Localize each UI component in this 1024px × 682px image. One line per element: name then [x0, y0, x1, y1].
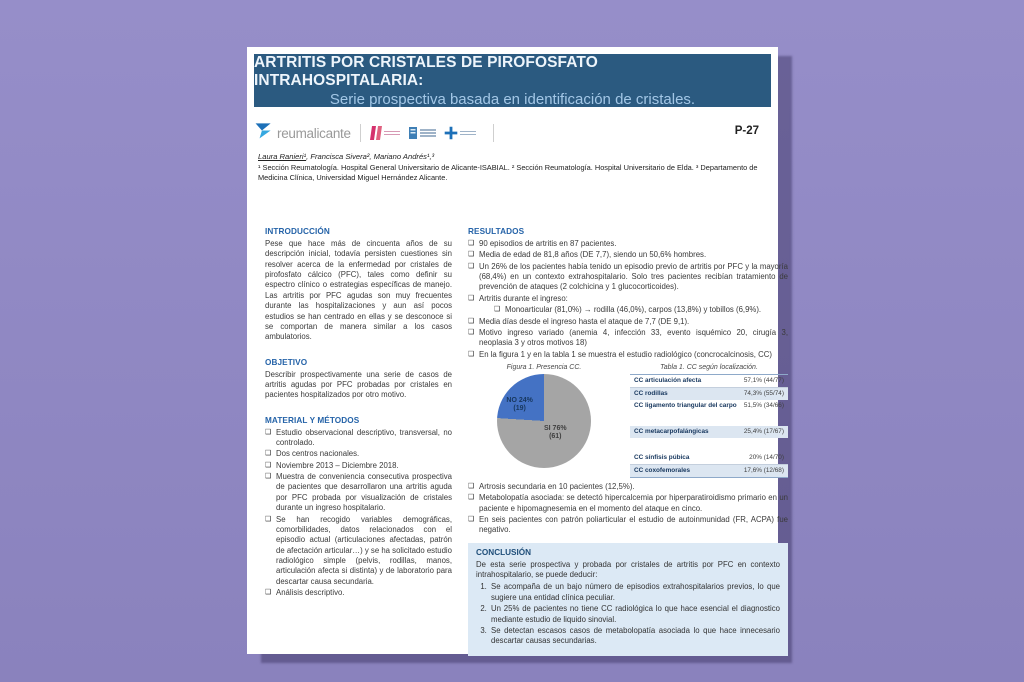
pie-label-no-count: (19): [513, 405, 526, 413]
pie-label-no-pct: NO 24%: [506, 396, 533, 404]
table-row: [630, 400, 788, 412]
title-bar: [254, 54, 771, 107]
table-row: [630, 452, 788, 465]
logo-divider-2: [493, 124, 494, 142]
pie-label-si-count: (61): [549, 433, 562, 441]
pie-label-no: [506, 397, 532, 415]
methods-list: [265, 428, 452, 599]
table-cell-label: CC sínfisis púbica: [634, 454, 690, 462]
list-item: ❑ Dos centros nacionales.: [265, 449, 452, 459]
results-list-2: [468, 317, 788, 360]
list-item: 3. Se detectan escasos casos de metabolopatía asociada lo que hace innecesario descartar causas secundarias.: [489, 626, 780, 647]
list-item: ❑ En la figura 1 y en la tabla 1 se muestra el estudio radiológico (concrocalcinosis, CC): [468, 350, 788, 360]
table-cell-label: CC rodillas: [634, 390, 668, 398]
poster-title-line1: ARTRITIS POR CRISTALES DE PIROFOSFATO INTRAHOSPITALARIA:: [254, 53, 598, 89]
results-list: [468, 239, 788, 304]
table-1-body: [630, 374, 788, 478]
conclusion-intro: De esta serie prospectiva y probada por cristales de artritis por PFC en contexto intrahospitalario, se puede deducir:: [476, 559, 780, 580]
logos-row: [254, 117, 771, 149]
figure-1: [468, 364, 620, 478]
reumalicante-mark-icon: [254, 121, 273, 145]
lead-author: Laura Ranieri¹: [258, 152, 307, 161]
conselleria-text-lines: [420, 129, 436, 137]
list-item: 1. Se acompaña de un bajo número de episodios extrahospitalarios previos, lo que sugiere una entidad clínica peculiar.: [489, 582, 780, 603]
conclusion-list: [476, 582, 780, 646]
list-item: ❑ Se han recogido variables demográficas, comorbilidades, datos relacionados con el episodio actual (articulaciones afectadas, patrón de afectación articular…) y se ha solicitado estudio radiológico simple (pelvis, rodillas, manos, articulación afecta si distinta) y de laboratorio para descartar causa secundaria.: [265, 515, 452, 588]
poster-code: P-27: [734, 125, 759, 137]
reumalicante-logo: [254, 121, 351, 145]
pie-chart-wrap: [497, 374, 591, 468]
generalitat-valenciana-text-lines: [384, 131, 400, 136]
pie-label-si: [544, 425, 567, 443]
list-item: ❑ Motivo ingreso variado (anemia 4, infección 33, evento isquémico 20, cirugía 3, neoplasia 3 y otros motivos 18): [468, 328, 788, 349]
objective-text: Describir prospectivamente una serie de casos de artritis agudas por PFC probadas por cristales en pacientes hospitalizados por otro motivo.: [265, 369, 452, 400]
list-item: ❑ Estudio observacional descriptivo, transversal, no controlado.: [265, 428, 452, 449]
hospital-cross-logo: [444, 126, 476, 140]
table-row: [630, 388, 788, 400]
coauthors: , Francisca Sivera², Mariano Andrés¹,³: [306, 152, 435, 161]
methods-heading: MATERIAL Y MÉTODOS: [265, 415, 360, 425]
left-column: [265, 227, 452, 599]
pie-label-si-pct: SI 76%: [544, 424, 567, 432]
logo-divider: [360, 124, 361, 142]
list-item: ❑ Muestra de conveniencia consecutiva prospectiva de pacientes que desarrollaron una artritis aguda por PFC probada por visualización de cristales durante un ingreso hospitalario.: [265, 472, 452, 513]
list-item: ❑ Un 26% de los pacientes había tenido un episodio previo de artritis por PFC y la mayoría (68,4%) en un contexto extrahospitalario. Solo tres pacientes recibían tratamiento de prevención de ataques (2 colchicina y 1 glucocorticoides).: [468, 262, 788, 293]
table-1-caption: Tabla 1. CC según localización.: [660, 363, 758, 371]
list-item: ❑ En seis pacientes con patrón poliarticular el estudio de autoinmunidad (FR, ACPA) fue negativo.: [468, 515, 788, 536]
table-cell-label: CC coxofemorales: [634, 467, 691, 475]
table-cell-value: 17,6% (12/68): [743, 467, 784, 475]
objective-heading: OBJETIVO: [265, 357, 308, 367]
list-item: ❑ Media días desde el ingreso hasta el ataque de 7,7 (DE 9,1).: [468, 317, 788, 327]
poster-title-line2: Serie prospectiva basada en identificación de cristales.: [329, 90, 696, 108]
conselleria-logo: [408, 126, 436, 140]
table-cell-value: 25,4% (17/67): [743, 428, 784, 436]
list-item: ❑ Noviembre 2013 – Diciembre 2018.: [265, 461, 452, 471]
conselleria-icon: [408, 126, 418, 140]
list-item: ❑ Análisis descriptivo.: [265, 588, 452, 598]
table-cell-label: CC articulación afecta: [634, 377, 702, 385]
table-cell-label: CC ligamento triangular del carpo: [634, 402, 737, 410]
figure-1-caption: Figura 1. Presencia CC.: [506, 363, 582, 371]
conclusion-heading: CONCLUSIÓN: [476, 547, 532, 557]
authors-line: [258, 152, 767, 161]
hospital-text-lines: [460, 131, 476, 136]
list-item: ❑ Media de edad de 81,8 años (DE 7,7), siendo un 50,6% hombres.: [468, 250, 788, 260]
list-item: ❑ Monoarticular (81,0%) → rodilla (46,0%), carpos (13,8%) y tobillos (6,9%).: [494, 305, 788, 315]
introduction-heading: INTRODUCCIÓN: [265, 227, 330, 236]
list-item: 2. Un 25% de pacientes no tiene CC radiológica lo que hace esencial el diagnostico mediante estudio de liquido sinovial.: [489, 604, 780, 625]
results-sublist: [494, 305, 788, 315]
list-item: ❑ Metabolopatía asociada: se detectó hipercalcemia por hiperparatiroidismo primario en un paciente e hipomagnesemia en el momento del ataque en cinco.: [468, 493, 788, 514]
generalitat-valenciana-icon: [370, 125, 382, 141]
list-item: ❑ 90 episodios de artritis en 87 pacientes.: [468, 239, 788, 249]
table-cell-value: 57,1% (44/77): [743, 377, 784, 385]
table-cell-value: 20% (14/70): [749, 454, 784, 462]
introduction-text: Pese que hace más de cincuenta años de su descripción inicial, todavía persisten cuestiones sin resolver acerca de la enfermedad por cristales de pirofosfato cálcico (PFC), tales como definir su espectro clínico o estrategias específicas de manejo. Las artritis por PFC agudas son muy frecuentes durante las hospitalizaciones y aun así pocos estudios se han centrado en ellas y se desconoce si se comportan de manera similar a los casos ambulatorios.: [265, 239, 452, 342]
reumalicante-wordmark: reumalicante: [277, 125, 351, 141]
hospital-cross-icon: [444, 126, 458, 140]
results-list-3: [468, 482, 788, 536]
figure-table-row: [468, 364, 788, 478]
list-item: ❑ Artritis durante el ingreso:: [468, 294, 788, 304]
table-cell-label: CC metacarpofalángicas: [634, 428, 709, 436]
pie-chart: [497, 374, 591, 468]
table-cell-value: 51,5% (34/66): [743, 402, 784, 410]
table-row: [630, 465, 788, 477]
right-column: [468, 227, 788, 656]
table-1: [630, 364, 788, 478]
table-cell-value: 74,3% (55/74): [743, 390, 784, 398]
results-heading: RESULTADOS: [468, 227, 525, 236]
table-row: [630, 375, 788, 388]
affiliations: ¹ Sección Reumatología. Hospital General Universitario de Alicante-ISABIAL. ² Sección Reumatología. Hospital Universitario de Elda. ³ Departamento de Medicina Clínica, Universidad Miguel Hernández Alicante.: [258, 163, 758, 183]
conclusion-panel: [468, 543, 788, 656]
generalitat-valenciana-logo: [370, 125, 400, 141]
list-item: ❑ Artrosis secundaria en 10 pacientes (12,5%).: [468, 482, 788, 492]
poster: [247, 47, 788, 654]
table-row: [630, 426, 788, 438]
